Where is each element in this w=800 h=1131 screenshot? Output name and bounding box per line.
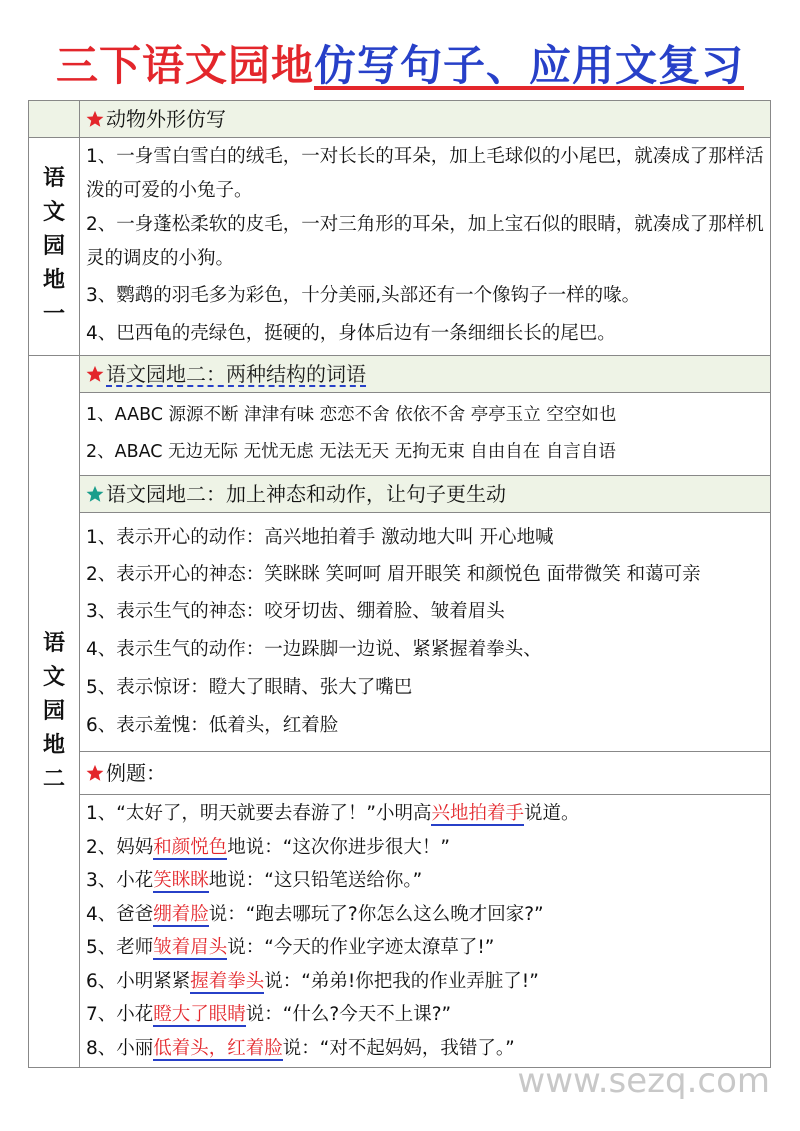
section2-side: 语 文 园 地 二	[29, 356, 80, 1068]
list-item: 3、鹦鹉的羽毛多为彩色，十分美丽,头部还有一个像钩子一样的喙。	[86, 285, 641, 306]
title-part2: 仿写句子、应用文复习	[314, 41, 745, 90]
list-item: 4、巴西龟的壳绿色，挺硬的，身体后边有一条细细长长的尾巴。	[86, 323, 616, 344]
section1-side-empty	[29, 101, 80, 138]
list-item: 3、小花笑眯眯地说：“这只铅笔送给你。”	[86, 870, 423, 891]
list-item: 1、一身雪白雪白的绒毛，一对长长的耳朵，加上毛球似的小尾巴，就凑成了那样活泼的可爱的小兔子。	[86, 146, 764, 201]
section2-header3: 例题：	[80, 752, 771, 795]
star-icon	[86, 365, 104, 383]
list-item: 8、小丽低着头，红着脸说：“对不起妈妈，我错了。”	[86, 1037, 515, 1059]
star-icon	[86, 764, 104, 782]
list-item: 7、小花瞪大了眼睛说：“什么?今天不上课?”	[86, 1004, 452, 1025]
list-item: 5、老师皱着眉头说：“今天的作业字迹太潦草了!”	[86, 937, 495, 958]
title-part1: 三下语文园地	[55, 41, 314, 90]
list-item: 1、AABC 源源不断 津津有味 恋恋不舍 依依不舍 亭亭玉立 空空如也	[86, 405, 617, 425]
star-icon	[86, 110, 104, 128]
list-item: 6、小明紧紧握着拳头说：“弟弟!你把我的作业弄脏了!”	[86, 970, 539, 992]
list-item: 5、表示惊讶：瞪大了眼睛、张大了嘴巴	[86, 677, 413, 698]
section1-side: 语 文 园 地 一	[29, 138, 80, 356]
section2-words	[80, 393, 771, 476]
section1-header: 动物外形仿写	[80, 101, 771, 138]
watermark: www.sezq.com	[517, 1061, 770, 1101]
section1-body	[80, 138, 771, 356]
list-item: 6、表示羞愧：低着头，红着脸	[86, 715, 339, 736]
list-item: 2、一身蓬松柔软的皮毛，一对三角形的耳朵，加上宝石似的眼睛，就凑成了那样机灵的调皮的小狗。	[86, 214, 764, 269]
section2-examples	[80, 795, 771, 1068]
list-item: 2、表示开心的神态：笑眯眯 笑呵呵 眉开眼笑 和颜悦色 面带微笑 和蔼可亲	[86, 564, 701, 585]
content-table	[28, 100, 771, 1068]
section2-header2: 语文园地二：加上神态和动作，让句子更生动	[80, 476, 771, 513]
page-title	[0, 34, 800, 98]
list-item: 1、表示开心的动作：高兴地拍着手 激动地大叫 开心地喊	[86, 527, 554, 548]
star-icon	[86, 485, 104, 503]
section2-actions	[80, 513, 771, 752]
list-item: 4、爸爸绷着脸说：“跑去哪玩了?你怎么这么晚才回家?”	[86, 903, 544, 925]
section2-header1: 语文园地二：两种结构的词语	[80, 356, 771, 393]
list-item: 2、ABAC 无边无际 无忧无虑 无法无天 无拘无束 自由自在 自言自语	[86, 442, 616, 462]
list-item: 1、“太好了，明天就要去春游了！”小明高兴地拍着手说道。	[86, 803, 580, 824]
list-item: 3、表示生气的神态：咬牙切齿、绷着脸、皱着眉头	[86, 601, 505, 622]
list-item: 4、表示生气的动作：一边跺脚一边说、紧紧握着拳头、	[86, 639, 542, 660]
list-item: 2、妈妈和颜悦色地说：“这次你进步很大！”	[86, 836, 450, 858]
